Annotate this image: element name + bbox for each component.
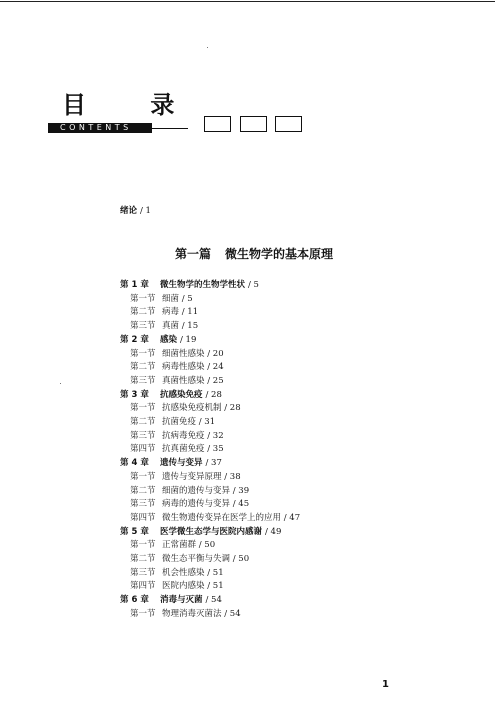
toc-entry-page: / 39 <box>232 485 250 496</box>
toc-chapter-entry <box>120 594 222 606</box>
toc-entry-title: 微生物学的生物学性状 <box>160 280 246 290</box>
toc-entry-page: / 24 <box>207 362 224 373</box>
toc-entry-page: / 32 <box>207 430 224 441</box>
toc-entry-number: 第 2 章 <box>120 334 149 345</box>
toc-entry-number: 第一节 <box>130 540 156 551</box>
toc-section-entry <box>130 498 249 510</box>
toc-entry-number: 第 1 章 <box>120 280 149 290</box>
toc-entry-title: 抗菌免疫 <box>162 417 197 427</box>
toc-entry-page: / 28 <box>224 403 241 414</box>
toc-entry-page: / 49 <box>264 526 282 537</box>
toc-entry-number: 第 6 章 <box>120 595 149 606</box>
toc-section-entry <box>130 539 215 551</box>
toc-entry-number: 第 4 章 <box>120 458 149 469</box>
preface-page: / 1 <box>139 206 151 216</box>
toc-entry-page: / 25 <box>207 375 224 386</box>
toc-entry-title: 细菌性感染 <box>162 348 205 359</box>
toc-entry-number: 第二节 <box>130 485 156 496</box>
toc-entry-number: 第三节 <box>130 430 156 441</box>
scan-speck <box>60 383 61 384</box>
toc-entry-page: / 5 <box>181 293 193 304</box>
toc-chapter-entry <box>120 389 222 401</box>
toc-entry-number: 第三节 <box>130 321 156 332</box>
toc-entry-page: / 38 <box>224 471 241 482</box>
toc-entry-title: 微生物遗传变异在医学上的应用 <box>162 512 282 523</box>
decorative-box-1 <box>204 116 231 132</box>
toc-entry-number: 第四节 <box>130 512 156 523</box>
toc-section-entry <box>130 471 241 483</box>
toc-section-entry <box>130 348 224 360</box>
toc-section-entry <box>130 430 224 442</box>
toc-section-entry <box>130 306 198 318</box>
toc-entry-number: 第一节 <box>130 403 156 414</box>
toc-section-entry <box>130 416 215 428</box>
part-title-text: 微生物学的基本原理 <box>225 247 334 261</box>
top-border-line <box>0 1 495 2</box>
toc-entry-number: 第二节 <box>130 554 156 564</box>
toc-entry-number: 第四节 <box>130 444 156 455</box>
toc-entry-title: 真菌性感染 <box>162 375 205 386</box>
toc-entry-page: / 35 <box>207 444 224 455</box>
contents-label: CONTENTS <box>60 123 132 132</box>
toc-entry-title: 微生态平衡与失调 <box>162 554 231 564</box>
toc-entry-page: / 45 <box>232 499 250 510</box>
toc-entry-page: / 37 <box>205 458 222 469</box>
toc-chapter-entry <box>120 334 196 346</box>
toc-entry-number: 第二节 <box>130 417 156 427</box>
toc-entry-number: 第二节 <box>130 362 156 373</box>
toc-entry-page: / 50 <box>232 554 250 564</box>
toc-entry-page: / 50 <box>198 540 216 551</box>
page-number: 1 <box>382 679 389 690</box>
toc-entry-number: 第一节 <box>130 348 156 359</box>
toc-entry-page: / 28 <box>205 389 222 400</box>
toc-entry-number: 第三节 <box>130 375 156 386</box>
toc-section-entry <box>130 320 198 332</box>
toc-entry-title: 抗病毒免疫 <box>162 430 205 441</box>
toc-section-entry <box>130 375 224 387</box>
toc-entry-title: 机会性感染 <box>162 567 205 578</box>
toc-entry-number: 第 5 章 <box>120 526 149 537</box>
toc-section-entry <box>130 512 300 524</box>
toc-entry-number: 第三节 <box>130 567 156 578</box>
contents-banner <box>48 123 152 133</box>
scan-speck <box>207 47 208 48</box>
toc-entry-page: / 5 <box>247 280 259 290</box>
toc-section-entry <box>130 580 224 592</box>
toc-section-entry <box>130 443 224 455</box>
toc-entry-title: 病毒的遗传与变异 <box>162 499 231 510</box>
toc-entry-page: / 11 <box>181 307 199 318</box>
toc-entry-page: / 19 <box>179 334 197 345</box>
toc-section-entry <box>130 485 249 497</box>
toc-entry-title: 消毒与灭菌 <box>160 595 203 606</box>
toc-entry-title: 物理消毒灭菌法 <box>162 608 222 619</box>
toc-entry-title: 细菌 <box>162 293 180 304</box>
toc-entry-title: 抗真菌免疫 <box>162 444 205 455</box>
part-heading <box>175 247 333 261</box>
toc-entry-number: 第三节 <box>130 499 156 510</box>
toc-entry-title: 细菌的遗传与变异 <box>162 485 231 496</box>
preface-label: 绪论 <box>120 206 138 216</box>
toc-chapter-entry <box>120 279 259 291</box>
toc-entry-title: 病毒性感染 <box>162 362 205 373</box>
toc-section-entry <box>130 402 241 414</box>
toc-entry-page: / 51 <box>207 567 224 578</box>
toc-entry-title: 医院内感染 <box>162 581 205 592</box>
toc-entry-number: 第一节 <box>130 608 156 619</box>
toc-entry-title: 遗传与变异原理 <box>162 471 222 482</box>
toc-entry-title: 抗感染免疫 <box>160 389 203 400</box>
toc-entry-title: 医学微生态学与医院内感谢 <box>160 526 263 537</box>
toc-entry-number: 第二节 <box>130 307 156 318</box>
toc-section-entry <box>130 608 241 620</box>
decorative-box-2 <box>240 116 267 132</box>
toc-entry-title: 遗传与变异 <box>160 458 203 469</box>
page-title: 目 录 <box>62 91 203 119</box>
header-rule <box>152 128 188 129</box>
part-label: 第一篇 <box>175 247 212 261</box>
toc-section-entry <box>130 553 249 565</box>
toc-chapter-entry <box>120 526 281 538</box>
toc-section-entry <box>130 293 193 305</box>
toc-entry-number: 第 3 章 <box>120 389 149 400</box>
decorative-box-3 <box>275 116 302 132</box>
toc-entry-number: 第一节 <box>130 293 156 304</box>
preface-entry <box>120 205 151 217</box>
toc-entry-page: / 47 <box>283 512 301 523</box>
toc-entry-page: / 31 <box>198 417 216 427</box>
toc-entry-page: / 54 <box>224 608 241 619</box>
toc-chapter-entry <box>120 457 222 469</box>
toc-entry-page: / 15 <box>181 321 199 332</box>
toc-entry-page: / 51 <box>207 581 224 592</box>
toc-entry-number: 第四节 <box>130 581 156 592</box>
toc-entry-page: / 54 <box>205 595 222 606</box>
toc-entry-page: / 20 <box>207 348 224 359</box>
toc-entry-title: 真菌 <box>162 321 180 332</box>
toc-entry-title: 正常菌群 <box>162 540 197 551</box>
toc-entry-title: 感染 <box>160 334 178 345</box>
toc-section-entry <box>130 567 224 579</box>
toc-entry-title: 病毒 <box>162 307 180 318</box>
toc-entry-number: 第一节 <box>130 471 156 482</box>
toc-entry-title: 抗感染免疫机制 <box>162 403 222 414</box>
toc-section-entry <box>130 361 224 373</box>
